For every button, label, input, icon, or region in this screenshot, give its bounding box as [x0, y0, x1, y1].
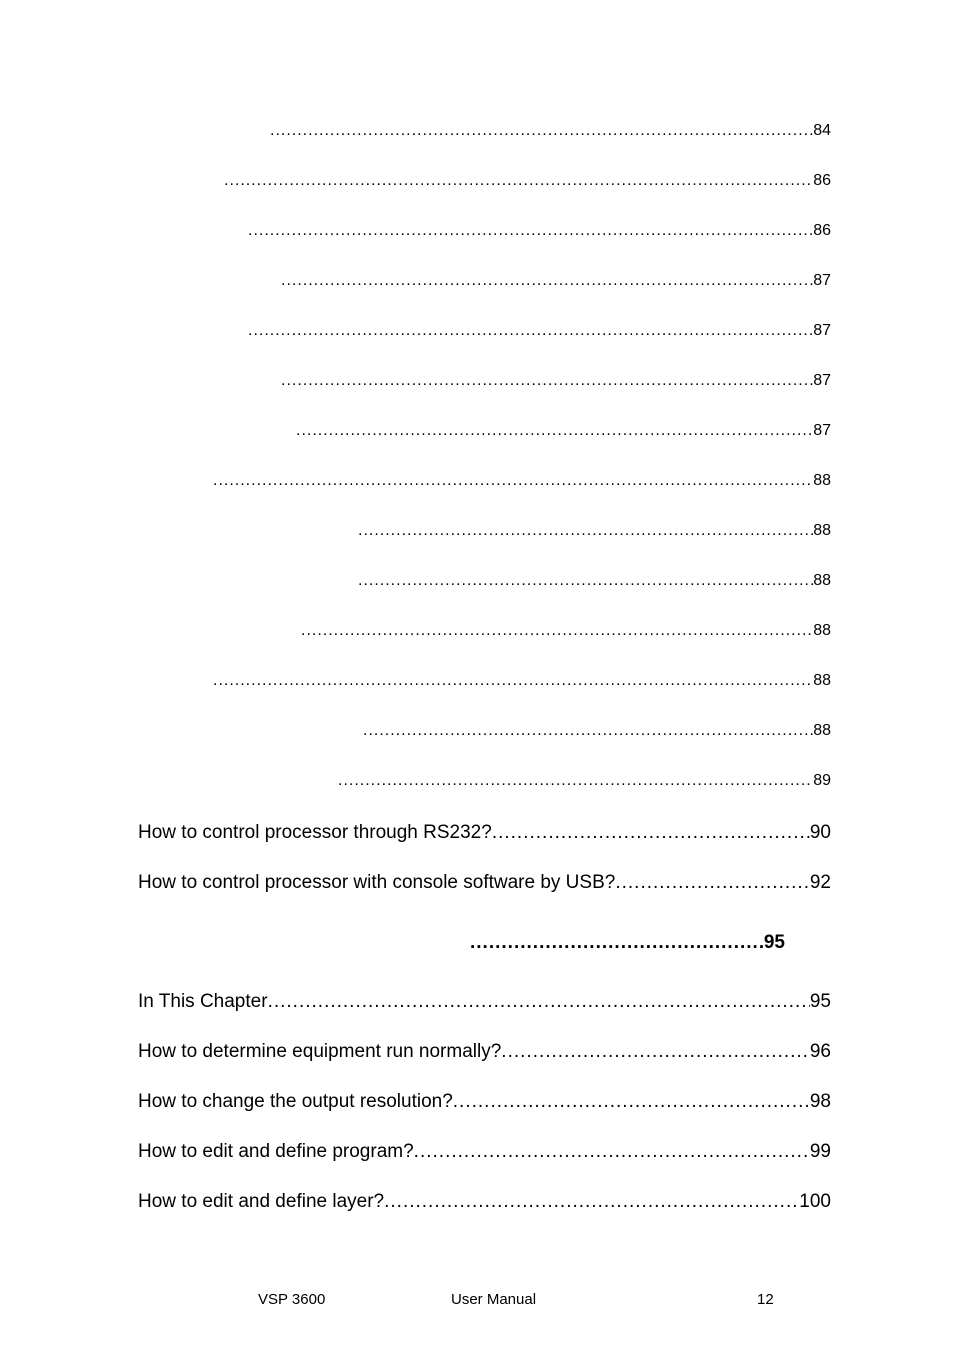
toc-row: [248, 322, 831, 348]
dot-leader: [296, 422, 813, 440]
toc-page: 86: [813, 172, 831, 189]
toc-page: 96: [809, 1041, 831, 1062]
dot-leader: [268, 991, 810, 1013]
toc-title: How to change the output resolution?: [138, 1091, 453, 1112]
toc-row: [281, 272, 831, 298]
toc-row: [301, 622, 831, 648]
toc-page: 88: [813, 622, 831, 639]
toc-title: In This Chapter: [138, 991, 268, 1012]
toc-page: 98: [809, 1091, 831, 1112]
toc-row: [138, 822, 831, 848]
dot-leader: [615, 872, 810, 894]
dot-leader: [414, 1141, 810, 1163]
toc-title: How to control processor through RS232?: [138, 822, 492, 843]
dot-leader: [453, 1091, 810, 1113]
toc-page: 87: [813, 272, 831, 289]
toc-row: [138, 1041, 831, 1067]
toc-page: 88: [813, 722, 831, 739]
dot-leader: [270, 122, 813, 140]
toc-page: 89: [813, 772, 831, 789]
toc-page: 99: [809, 1141, 831, 1162]
toc-title: How to control processor with console software by USB?: [138, 872, 616, 893]
dot-leader: [501, 1041, 810, 1063]
dot-leader: [281, 372, 813, 390]
toc-page: 87: [813, 322, 831, 339]
toc-row: [338, 772, 831, 798]
toc-page: 86: [813, 222, 831, 239]
toc-row: [138, 1141, 831, 1167]
footer-page-number: 12: [757, 1291, 774, 1308]
dot-leader: [358, 572, 813, 590]
dot-leader: [213, 472, 813, 490]
toc-title: How to determine equipment run normally?: [138, 1041, 502, 1062]
toc-row: [138, 1091, 831, 1117]
toc-row: [138, 991, 831, 1017]
toc-row: [358, 522, 831, 548]
toc-row: [213, 472, 831, 498]
toc-title: How to edit and define layer?: [138, 1191, 385, 1212]
toc-page: 88: [813, 672, 831, 689]
toc-page: 95: [809, 991, 831, 1012]
dot-leader: [224, 172, 813, 190]
toc-page: 100: [799, 1191, 831, 1212]
toc-page: 84: [813, 122, 831, 139]
dot-leader: [248, 322, 813, 340]
toc-row: [138, 872, 831, 898]
toc-page: 92: [809, 872, 831, 893]
dot-leader: [213, 672, 813, 690]
dot-leader: [363, 722, 813, 740]
toc-row: [296, 422, 831, 448]
toc-page: 88: [813, 572, 831, 589]
toc-row: [248, 222, 831, 248]
toc-row: [270, 122, 831, 148]
dot-leader: [358, 522, 813, 540]
footer-product: VSP 3600: [258, 1291, 326, 1308]
dot-leader: [281, 272, 813, 290]
dot-leader: [301, 622, 813, 640]
dot-leader: [338, 772, 813, 790]
toc-row: [281, 372, 831, 398]
toc-page: 88: [813, 522, 831, 539]
toc-row: [358, 572, 831, 598]
toc-page: 88: [813, 472, 831, 489]
dot-leader: [384, 1191, 799, 1213]
toc-page: 90: [809, 822, 831, 843]
toc-row: [213, 672, 831, 698]
footer-doc-title: User Manual: [451, 1291, 537, 1308]
toc-row: [224, 172, 831, 198]
chapter-page: 95: [763, 932, 785, 953]
dot-leader: [470, 932, 764, 954]
chapter-toc-row: [470, 932, 785, 958]
toc-page: 87: [813, 422, 831, 439]
toc-row: [138, 1191, 831, 1217]
dot-leader: [248, 222, 813, 240]
toc-page: 87: [813, 372, 831, 389]
toc-title: How to edit and define program?: [138, 1141, 414, 1162]
toc-row: [363, 722, 831, 748]
dot-leader: [492, 822, 810, 844]
